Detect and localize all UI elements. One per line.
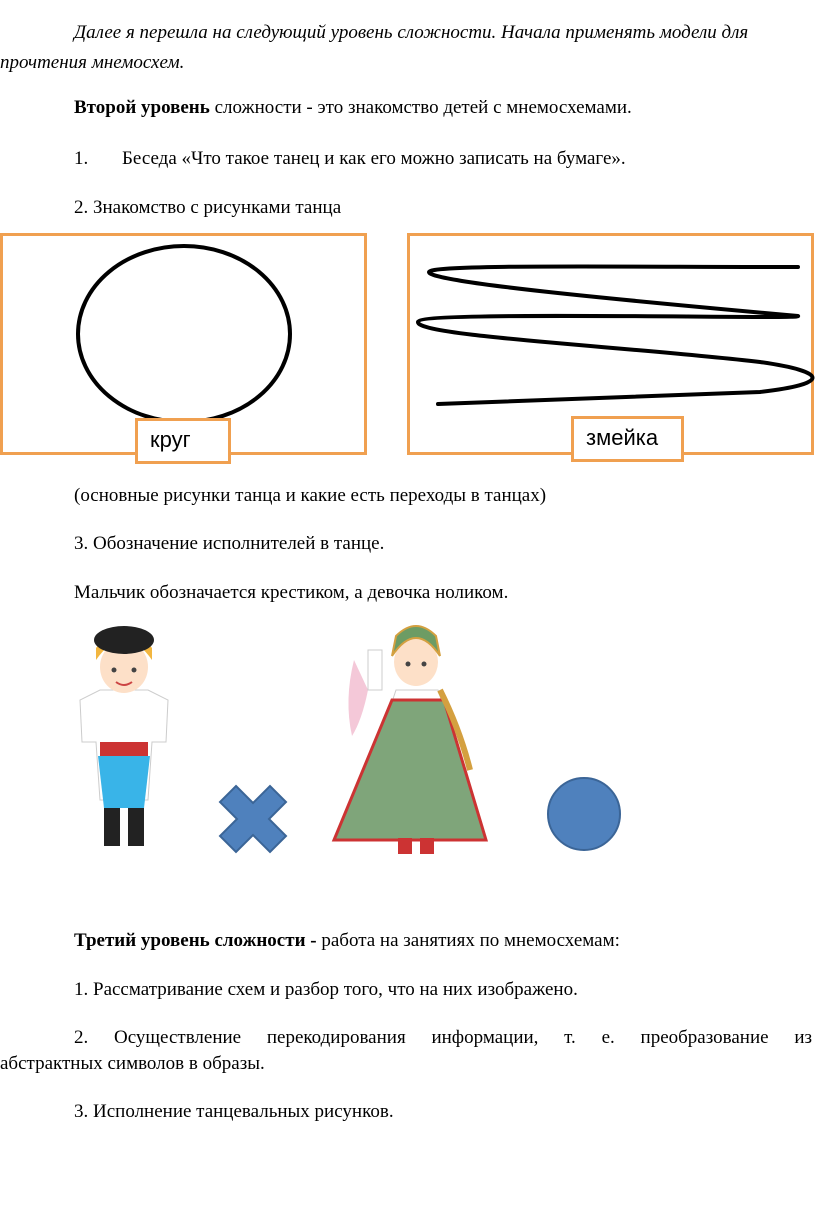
level3-item-2-line-2: абстрактных символов в образы. (0, 1053, 265, 1074)
level2-item-1-num: 1. (74, 148, 89, 169)
level2-item-3: 3. Обозначение исполнителей в танце. (74, 533, 385, 554)
girl-figure-icon (334, 626, 486, 854)
level3-title: Третий уровень сложности - (74, 930, 317, 951)
level3-heading (74, 926, 620, 956)
level2-item-2: 2. Знакомство с рисунками танца (74, 197, 342, 218)
level3-item-2-line-1: 2. Осуществление перекодирования информации, т. е. преобразование из (74, 1027, 812, 1048)
snake-label: змейка (571, 416, 684, 462)
circle-icon (548, 778, 620, 850)
level2-item-1-text: Беседа «Что такое танец и как его можно записать на бумаге». (122, 148, 626, 169)
level3-rest: работа на занятиях по мнемосхемам: (316, 930, 620, 951)
intro-line-2: прочтения мнемосхем. (0, 52, 185, 73)
level2-title: Второй уровень (74, 97, 210, 118)
circle-label: круг (135, 418, 231, 464)
level2-rest: сложности - это знакомство детей с мнемосхемами. (209, 97, 632, 118)
level3-item-1: 1. Рассматривание схем и разбор того, что на них изображено. (74, 979, 578, 1000)
level3-item-3: 3. Исполнение танцевальных рисунков. (74, 1101, 394, 1122)
cross-icon (220, 786, 286, 852)
figures-caption: (основные рисунки танца и какие есть переходы в танцах) (74, 485, 547, 506)
symbols-explanation: Мальчик обозначается крестиком, а девочка ноликом. (74, 582, 509, 603)
intro-line-1: Далее я перешла на следующий уровень сложности. Начала применять модели для (74, 22, 749, 43)
boy-figure-icon (80, 626, 168, 846)
